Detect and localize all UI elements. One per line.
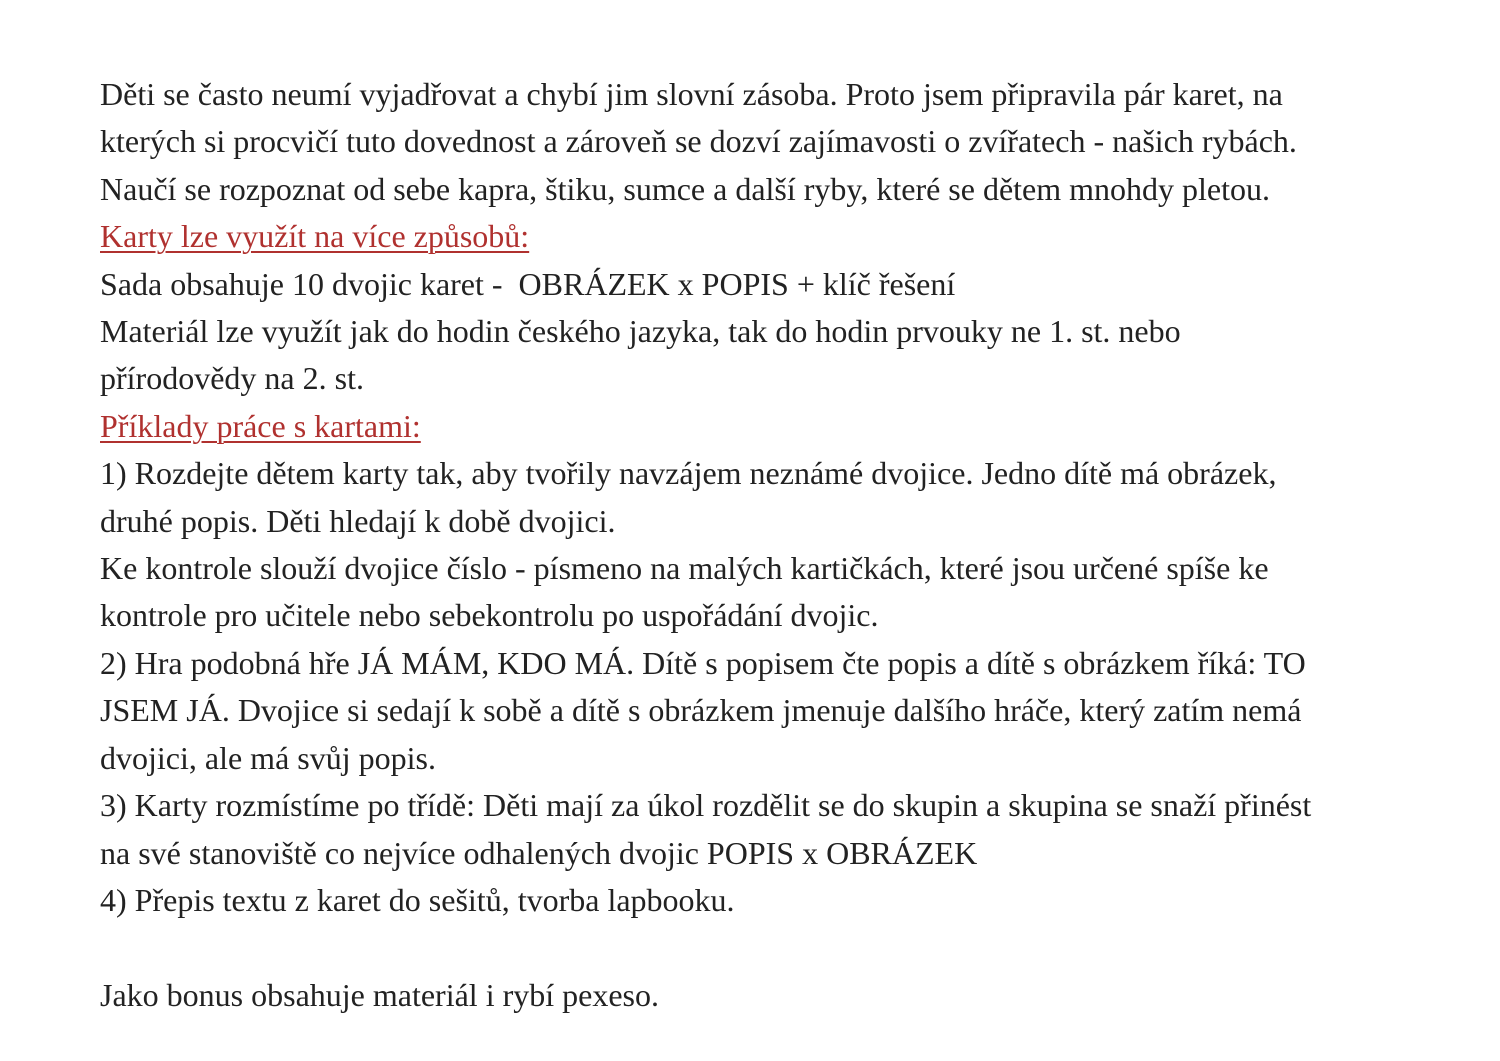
blank-line — [100, 924, 1420, 971]
example-line: JSEM JÁ. Dvojice si sedají k sobě a dítě s obrázkem jmenuje dalšího hráče, který zatím nemá — [100, 692, 1302, 729]
intro-line: Naučí se rozpoznat od sebe kapra, štiku, sumce a další ryby, které se dětem mnohdy pletou. — [100, 170, 1271, 207]
heading-examples: Příklady práce s kartami: — [100, 407, 421, 444]
example-line: na své stanoviště co nejvíce odhalených dvojic POPIS x OBRÁZEK — [100, 834, 978, 871]
example-line: 1) Rozdejte dětem karty tak, aby tvořily navzájem neznámé dvojice. Jedno dítě má obrázek, — [100, 455, 1277, 492]
intro-paragraph — [100, 71, 1420, 213]
document-page — [100, 71, 1420, 1019]
usage-line: Materiál lze využít jak do hodin českého jazyka, tak do hodin prvouky ne 1. st. nebo — [100, 313, 1181, 350]
usage-line: Sada obsahuje 10 dvojic karet - OBRÁZEK x POPIS + klíč řešení — [100, 265, 956, 302]
heading-usage: Karty lze využít na více způsobů: — [100, 218, 530, 255]
example-line: kontrole pro učitele nebo sebekontrolu po uspořádání dvojic. — [100, 597, 879, 634]
usage-paragraph — [100, 261, 1420, 403]
intro-line: Děti se často neumí vyjadřovat a chybí jim slovní zásoba. Proto jsem připravila pár karet, na — [100, 76, 1283, 112]
example-line: dvojici, ale má svůj popis. — [100, 739, 436, 776]
example-line: 2) Hra podobná hře JÁ MÁM, KDO MÁ. Dítě s popisem čte popis a dítě s obrázkem říká: TO — [100, 644, 1306, 681]
usage-line: přírodovědy na 2. st. — [100, 360, 364, 397]
example-line: 3) Karty rozmístíme po třídě: Děti mají za úkol rozdělit se do skupin a skupina se snaží přinést — [100, 787, 1312, 824]
intro-line: kterých si procvičí tuto dovednost a zároveň se dozví zajímavosti o zvířatech - našich rybách. — [100, 123, 1297, 160]
example-line: 4) Přepis textu z karet do sešitů, tvorba lapbooku. — [100, 881, 735, 918]
bonus-line: Jako bonus obsahuje materiál i rybí pexeso. — [100, 976, 659, 1013]
example-line: Ke kontrole slouží dvojice číslo - písmeno na malých kartičkách, které jsou určené spíše ke — [100, 550, 1269, 587]
example-line: druhé popis. Děti hledají k době dvojici. — [100, 502, 616, 539]
examples-list — [100, 450, 1420, 924]
